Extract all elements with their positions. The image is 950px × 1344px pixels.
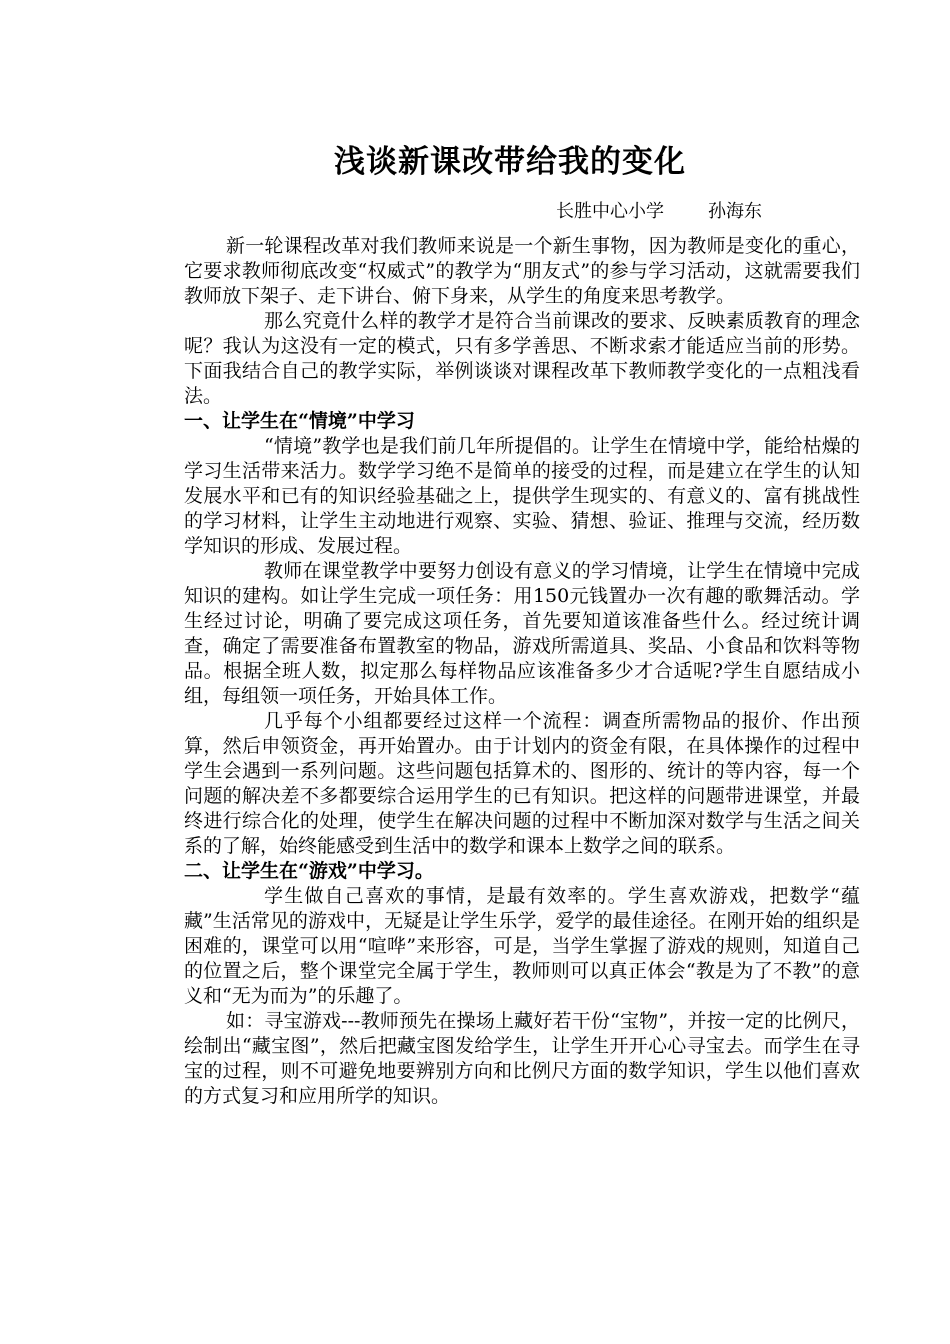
- document-body: [184, 234, 860, 1109]
- paragraph-question: 那么究竟什么样的教学才是符合当前课改的要求、反映素质教育的理念呢？我认为这没有一定的模式，只有多学善思、不断求索才能适应当前的形势。下面我结合自己的教学实际，举例谈谈对课程改革下教师教学变化的一点粗浅看法。: [184, 310, 860, 407]
- paragraph-games: 学生做自己喜欢的事情，是最有效率的。学生喜欢游戏，把数学“蕴藏”生活常见的游戏中，无疑是让学生乐学，爱学的最佳途径。在刚开始的组织是困难的，课堂可以用“喧哗”来形容，可是，当学生掌握了游戏的规则，知道自己的位置之后，整个课堂完全属于学生，教师则可以真正体会“教是为了不教”的意义和“无为而为”的乐趣了。: [184, 885, 860, 1007]
- byline: [556, 200, 762, 224]
- paragraph-treasure: 如：寻宝游戏---教师预先在操场上藏好若干份“宝物”，并按一定的比例尺，绘制出“藏宝图”，然后把藏宝图发给学生，让学生开开心心寻宝去。而学生在寻宝的过程，则不可避免地要辨别方向和比例尺方面的数学知识，学生以他们喜欢的方式复习和应用所学的知识。: [184, 1010, 860, 1107]
- author-name: 孙海东: [708, 201, 762, 222]
- school-name: 长胜中心小学: [556, 201, 664, 222]
- paragraph-task: 教师在课堂教学中要努力创设有意义的学习情境，让学生在情境中完成知识的建构。如让学生完成一项任务：用150元钱置办一次有趣的歌舞活动。学生经过讨论，明确了要完成这项任务，首先要知道该准备些什么。经过统计调查，确定了需要准备布置教室的物品，游戏所需道具、奖品、小食品和饮料等物品。根据全班人数，拟定那么每样物品应该准备多少才合适呢?学生自愿结成小组，每组领一项任务，开始具体工作。: [184, 560, 860, 707]
- document-title: 浅谈新课改带给我的变化: [334, 144, 686, 180]
- paragraph-process: 几乎每个小组都要经过这样一个流程：调查所需物品的报价、作出预算，然后申领资金，再开始置办。由于计划内的资金有限，在具体操作的过程中学生会遇到一系列问题。这些问题包括算术的、图形的、统计的等内容，每一个问题的解决差不多都要综合运用学生的已有知识。把这样的问题带进课堂，并最终进行综合化的处理，使学生在解决问题的过程中不断加深对数学与生活之间关系的了解，始终能感受到生活中的数学和课本上数学之间的联系。: [184, 710, 860, 857]
- section-heading-1: 一、让学生在“情境”中学习: [184, 410, 415, 432]
- paragraph-situation: “情境”教学也是我们前几年所提倡的。让学生在情境中学，能给枯燥的学习生活带来活力。数学学习绝不是简单的接受的过程，而是建立在学生的认知发展水平和已有的知识经验基础之上，提供学生现实的、有意义的、富有挑战性的学习材料，让学生主动地进行观察、实验、猜想、验证、推理与交流，经历数学知识的形成、发展过程。: [184, 435, 860, 557]
- section-heading-2: 二、让学生在“游戏”中学习。: [184, 860, 434, 882]
- paragraph-intro: 新一轮课程改革对我们教师来说是一个新生事物，因为教师是变化的重心，它要求教师彻底改变“权威式”的教学为“朋友式”的参与学习活动，这就需要我们教师放下架子、走下讲台、俯下身来，从学生的角度来思考教学。: [184, 235, 860, 307]
